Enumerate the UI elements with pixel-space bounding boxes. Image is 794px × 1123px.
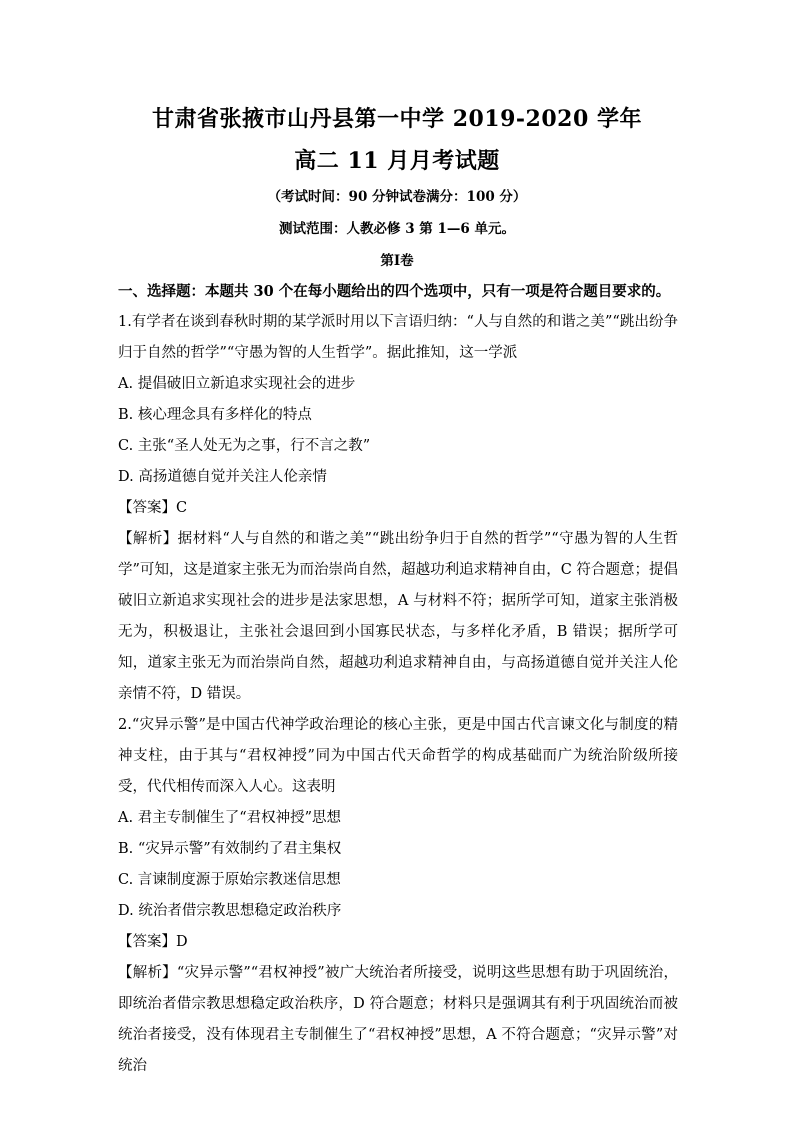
- section-heading: 一、选择题：本题共 30 个在每小题给出的四个选项中，只有一项是符合题目要求的。: [118, 283, 671, 300]
- exam-content: [118, 276, 678, 1082]
- question-1-answer: 【答案】C: [118, 500, 188, 516]
- question-2-option-a: A. 君主专制催生了“君权神授”思想: [118, 810, 342, 826]
- test-range-info: 测试范围：人教必修 3 第 1—6 单元。: [279, 221, 515, 237]
- question-1-analysis: 【解析】据材料“人与自然的和谐之美”“跳出纷争归于自然的哲学”“守愚为智的人生哲学”可知，这是道家主张无为而治崇尚自然，超越功利追求精神自由，C 符合题意；提倡破旧立新追求实现社会的进步是法家思想，A 与材料不符；据所学可知，道家主张消极无为，积极退让，主张社会退回到小国寡民状态，与多样化矛盾，B 错误；据所学可知，道家主张无为而治崇尚自然，超越功利追求精神自由，与高扬道德自觉并关注人伦亲情不符，D 错误。: [118, 531, 678, 702]
- question-1-option-d: D. 高扬道德自觉并关注人伦亲情: [118, 469, 327, 485]
- document-title-line1: 甘肃省张掖市山丹县第一中学 2019-2020 学年: [152, 106, 642, 132]
- volume-label: 第Ⅰ卷: [380, 253, 414, 269]
- question-2-stem: 2.“灾异示警”是中国古代神学政治理论的核心主张，更是中国古代言谏文化与制度的精神支柱，由于其与“君权神授”同为中国古代天命哲学的构成基础而广为统治阶级所接受，代代相传而深入人心。这表明: [118, 717, 678, 795]
- question-1-stem: 1.有学者在谈到春秋时期的某学派时用以下言语归纳：“人与自然的和谐之美”“跳出纷争归于自然的哲学”“守愚为智的人生哲学”。据此推知，这一学派: [118, 314, 678, 361]
- question-2-option-c: C. 言谏制度源于原始宗教迷信思想: [118, 872, 341, 888]
- question-2-answer: 【答案】D: [118, 934, 188, 950]
- question-2-option-d: D. 统治者借宗教思想稳定政治秩序: [118, 903, 342, 919]
- question-2-option-b: B. “灾异示警”有效制约了君主集权: [118, 841, 342, 857]
- question-1-option-b: B. 核心理念具有多样化的特点: [118, 407, 312, 423]
- question-1-option-c: C. 主张“圣人处无为之事，行不言之教”: [118, 438, 371, 454]
- document-title-line2: 高二 11 月月考试题: [294, 148, 500, 174]
- exam-time-info: （考试时间：90 分钟试卷满分：100 分）: [267, 189, 527, 205]
- question-1-option-a: A. 提倡破旧立新追求实现社会的进步: [118, 376, 356, 392]
- question-2-analysis: 【解析】“灾异示警”“君权神授”被广大统治者所接受，说明这些思想有助于巩固统治，即统治者借宗教思想稳定政治秩序，D 符合题意；材料只是强调其有利于巩固统治而被统治者接受，没有体现君主专制催生了“君权神授”思想，A 不符合题意；“灾异示警”对统治: [118, 965, 678, 1074]
